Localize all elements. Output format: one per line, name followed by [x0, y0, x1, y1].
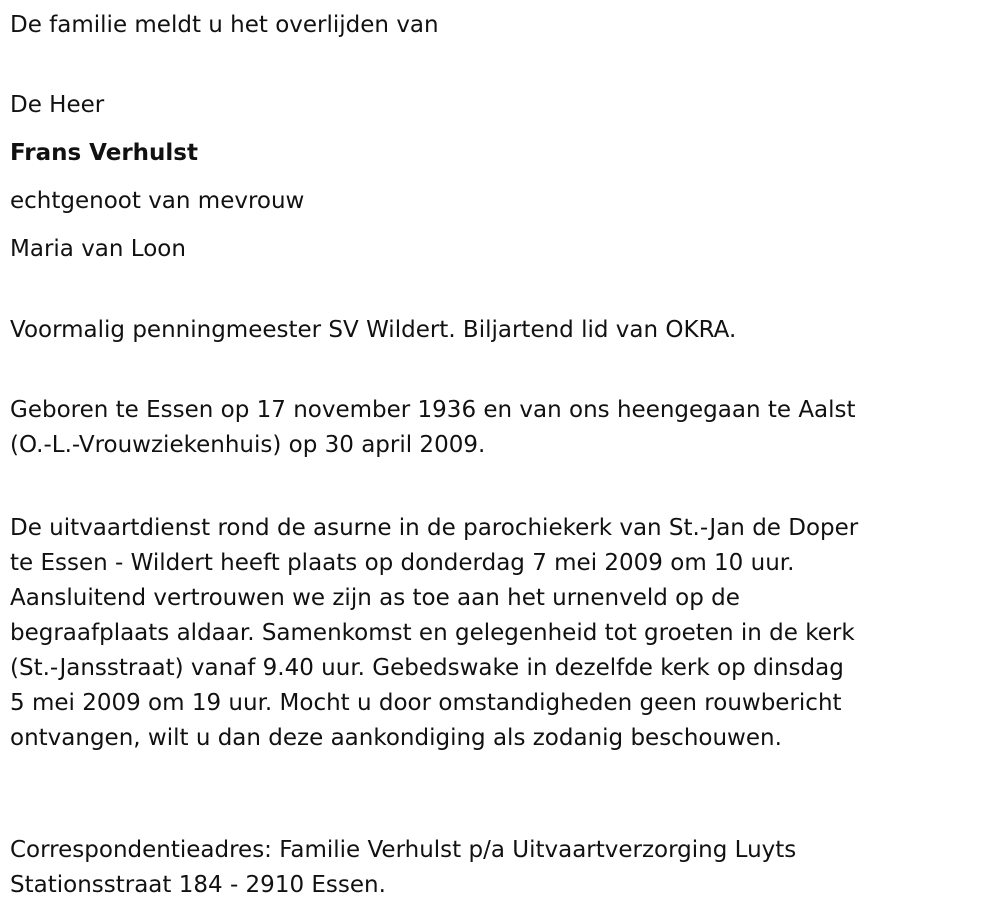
- paragraph-line: 5 mei 2009 om 19 uur. Mocht u door omstandigheden geen rouwbericht: [10, 690, 842, 716]
- paragraph-line: De uitvaartdienst rond de asurne in de parochiekerk van St.-Jan de Doper: [10, 515, 859, 541]
- paragraph-line: ontvangen, wilt u dan deze aankondiging als zodanig beschouwen.: [10, 725, 782, 751]
- spouse-name: Maria van Loon: [10, 236, 186, 262]
- paragraph-line: (O.-L.-Vrouwziekenhuis) op 30 april 2009.: [10, 432, 486, 458]
- spouse-label: echtgenoot van mevrouw: [10, 188, 305, 214]
- paragraph-line: Stationsstraat 184 - 2910 Essen.: [10, 872, 386, 898]
- paragraph-line: Geboren te Essen op 17 november 1936 en van ons heengegaan te Aalst: [10, 397, 856, 423]
- paragraph-line: Aansluitend vertrouwen we zijn as toe aan het urnenveld op de: [10, 585, 740, 611]
- title-text: De Heer: [10, 92, 105, 118]
- paragraph-line: (St.-Jansstraat) vanaf 9.40 uur. Gebedswake in dezelfde kerk op dinsdag: [10, 655, 844, 681]
- deceased-name: Frans Verhulst: [10, 140, 198, 166]
- bio-text: Voormalig penningmeester SV Wildert. Biljartend lid van OKRA.: [10, 317, 737, 343]
- paragraph-line: Correspondentieadres: Familie Verhulst p/a Uitvaartverzorging Luyts: [10, 837, 797, 863]
- intro-text: De familie meldt u het overlijden van: [10, 12, 439, 38]
- paragraph-line: begraafplaats aldaar. Samenkomst en gelegenheid tot groeten in de kerk: [10, 620, 855, 646]
- paragraph-line: te Essen - Wildert heeft plaats op donderdag 7 mei 2009 om 10 uur.: [10, 550, 795, 576]
